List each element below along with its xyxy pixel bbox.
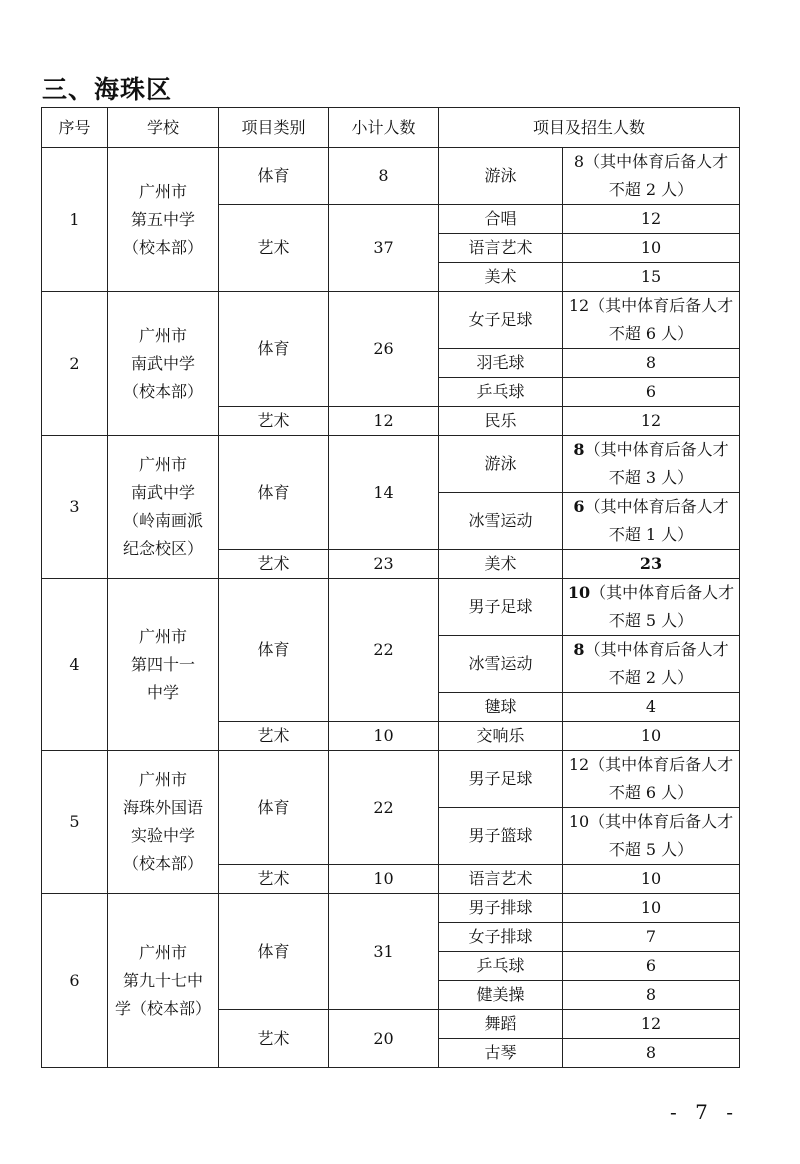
- table-body: [42, 148, 740, 1068]
- table-row: [42, 894, 740, 923]
- header-category: 项目类别: [219, 108, 329, 148]
- item-name: 女子排球: [439, 923, 563, 952]
- category-label: 体育: [219, 148, 329, 205]
- page-number: - 7 -: [670, 1100, 739, 1124]
- category-label: 艺术: [219, 1010, 329, 1068]
- item-name: 语言艺术: [439, 865, 563, 894]
- quota-value: 10: [640, 898, 662, 917]
- quota-value: 10: [640, 726, 662, 745]
- item-quota: [563, 550, 740, 579]
- quota-value: 8: [573, 152, 585, 171]
- quota-value: 15: [640, 267, 662, 286]
- school-name-line: 纪念校区）: [122, 539, 203, 558]
- item-name: 乒乓球: [439, 378, 563, 407]
- category-subtotal: 31: [329, 894, 439, 1010]
- category-label: 体育: [219, 579, 329, 722]
- item-name: 女子足球: [439, 292, 563, 349]
- item-quota: [563, 349, 740, 378]
- item-name: 古琴: [439, 1039, 563, 1068]
- item-quota: [563, 923, 740, 952]
- school-name-line: 广州市: [138, 455, 187, 474]
- item-name: 男子排球: [439, 894, 563, 923]
- item-name: 男子篮球: [439, 808, 563, 865]
- quota-value: 8: [573, 640, 585, 659]
- school-name-line: （校本部）: [122, 854, 203, 873]
- quota-value: 12: [568, 755, 590, 774]
- school-number: 5: [42, 751, 108, 894]
- item-quota: [563, 952, 740, 981]
- quota-note: （其中体育后备人才不超 1 人）: [584, 497, 729, 544]
- quota-value: 10: [567, 583, 591, 602]
- category-subtotal: 12: [329, 407, 439, 436]
- category-label: 体育: [219, 894, 329, 1010]
- item-quota: [563, 234, 740, 263]
- school-name-line: （岭南画派: [122, 511, 203, 530]
- header-subtotal: 小计人数: [329, 108, 439, 148]
- item-name: 羽毛球: [439, 349, 563, 378]
- item-quota: [563, 693, 740, 722]
- category-label: 体育: [219, 292, 329, 407]
- item-quota: [563, 292, 740, 349]
- category-label: 艺术: [219, 407, 329, 436]
- item-name: 毽球: [439, 693, 563, 722]
- quota-value: 10: [640, 238, 662, 257]
- quota-value: 6: [573, 497, 585, 516]
- category-subtotal: 37: [329, 205, 439, 292]
- item-name: 美术: [439, 263, 563, 292]
- item-name: 舞蹈: [439, 1010, 563, 1039]
- school-number: 1: [42, 148, 108, 292]
- school-name: [108, 894, 219, 1068]
- item-quota: [563, 205, 740, 234]
- quota-value: 8: [645, 985, 657, 1004]
- quota-value: 6: [645, 382, 657, 401]
- table-row: [42, 292, 740, 349]
- school-name-line: （校本部）: [122, 237, 203, 257]
- item-name: 游泳: [439, 148, 563, 205]
- category-subtotal: 22: [329, 579, 439, 722]
- quota-value: 10: [640, 869, 662, 888]
- category-subtotal: 23: [329, 550, 439, 579]
- quota-note: （其中体育后备人才不超 2 人）: [584, 640, 729, 687]
- item-quota: [563, 981, 740, 1010]
- school-name: [108, 292, 219, 436]
- quota-note: （其中体育后备人才不超 5 人）: [590, 583, 735, 630]
- item-name: 男子足球: [439, 751, 563, 808]
- school-name-line: 南武中学: [130, 353, 195, 373]
- quota-note: （其中体育后备人才不超 5 人）: [589, 812, 734, 859]
- school-name-line: 南武中学: [130, 483, 195, 502]
- header-items: 项目及招生人数: [439, 108, 740, 148]
- table-row: [42, 436, 740, 493]
- table-header-row: [42, 108, 740, 148]
- quota-value: 6: [645, 956, 657, 975]
- school-number: 6: [42, 894, 108, 1068]
- category-subtotal: 8: [329, 148, 439, 205]
- quota-note: （其中体育后备人才不超 6 人）: [589, 296, 734, 343]
- category-subtotal: 10: [329, 865, 439, 894]
- table-row: [42, 579, 740, 636]
- category-label: 艺术: [219, 550, 329, 579]
- item-name: 民乐: [439, 407, 563, 436]
- quota-value: 23: [639, 554, 663, 573]
- item-name: 合唱: [439, 205, 563, 234]
- category-subtotal: 20: [329, 1010, 439, 1068]
- school-name-line: 广州市: [138, 181, 187, 201]
- item-quota: [563, 722, 740, 751]
- quota-value: 12: [568, 296, 590, 315]
- category-subtotal: 26: [329, 292, 439, 407]
- item-name: 语言艺术: [439, 234, 563, 263]
- item-quota: [563, 1039, 740, 1068]
- school-name-line: 第五中学: [130, 209, 195, 229]
- item-quota: [563, 263, 740, 292]
- school-name: [108, 751, 219, 894]
- item-quota: [563, 148, 740, 205]
- school-name-line: 中学: [146, 682, 179, 702]
- item-name: 冰雪运动: [439, 493, 563, 550]
- item-name: 健美操: [439, 981, 563, 1010]
- school-name: [108, 436, 219, 579]
- item-quota: [563, 636, 740, 693]
- item-quota: [563, 378, 740, 407]
- table-row: [42, 751, 740, 808]
- section-heading: 三、海珠区: [42, 75, 173, 104]
- school-name-line: 第四十一: [130, 654, 195, 674]
- school-name-line: （校本部）: [122, 381, 203, 401]
- category-label: 体育: [219, 751, 329, 865]
- category-subtotal: 14: [329, 436, 439, 550]
- school-number: 4: [42, 579, 108, 751]
- item-name: 交响乐: [439, 722, 563, 751]
- category-subtotal: 22: [329, 751, 439, 865]
- school-name: [108, 579, 219, 751]
- school-name-line: 海珠外国语: [122, 798, 203, 817]
- item-name: 男子足球: [439, 579, 563, 636]
- quota-value: 7: [645, 927, 657, 946]
- quota-note: （其中体育后备人才不超 2 人）: [584, 152, 729, 199]
- quota-value: 12: [640, 1014, 662, 1033]
- school-number: 3: [42, 436, 108, 579]
- category-label: 艺术: [219, 205, 329, 292]
- quota-value: 8: [645, 353, 657, 372]
- item-quota: [563, 1010, 740, 1039]
- school-name-line: 第九十七中: [122, 970, 203, 990]
- item-quota: [563, 436, 740, 493]
- category-label: 体育: [219, 436, 329, 550]
- quota-value: 12: [640, 209, 662, 228]
- school-number: 2: [42, 292, 108, 436]
- item-quota: [563, 579, 740, 636]
- school-name-line: 学（校本部）: [114, 998, 211, 1018]
- item-quota: [563, 808, 740, 865]
- item-name: 游泳: [439, 436, 563, 493]
- item-quota: [563, 894, 740, 923]
- item-name: 冰雪运动: [439, 636, 563, 693]
- item-name: 美术: [439, 550, 563, 579]
- header-school: 学校: [108, 108, 219, 148]
- category-subtotal: 10: [329, 722, 439, 751]
- quota-value: 10: [568, 812, 590, 831]
- school-name-line: 广州市: [138, 942, 187, 962]
- school-name: [108, 148, 219, 292]
- table-row: [42, 148, 740, 205]
- item-quota: [563, 493, 740, 550]
- school-name-line: 实验中学: [130, 826, 195, 845]
- item-quota: [563, 865, 740, 894]
- school-name-line: 广州市: [138, 325, 187, 345]
- quota-value: 12: [640, 411, 662, 430]
- enrollment-table: [41, 107, 740, 1068]
- quota-value: 4: [645, 697, 657, 716]
- quota-value: 8: [645, 1043, 657, 1062]
- school-name-line: 广州市: [138, 770, 187, 789]
- school-name-line: 广州市: [138, 626, 187, 646]
- item-quota: [563, 407, 740, 436]
- item-name: 乒乓球: [439, 952, 563, 981]
- category-label: 艺术: [219, 865, 329, 894]
- quota-note: （其中体育后备人才不超 3 人）: [584, 440, 729, 487]
- category-label: 艺术: [219, 722, 329, 751]
- quota-value: 8: [573, 440, 585, 459]
- quota-note: （其中体育后备人才不超 6 人）: [589, 755, 734, 802]
- item-quota: [563, 751, 740, 808]
- header-no: 序号: [42, 108, 108, 148]
